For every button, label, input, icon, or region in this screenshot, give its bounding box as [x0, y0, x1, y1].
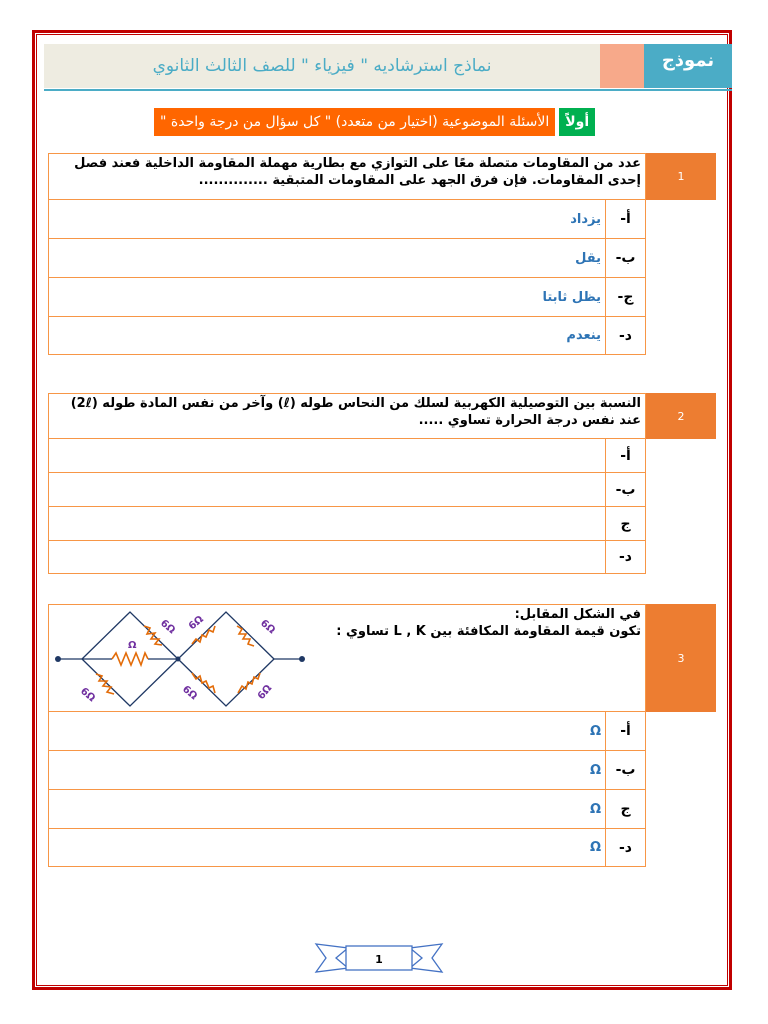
question-3-line1: في الشكل المقابل: [514, 607, 641, 622]
option-label: ج- [605, 278, 645, 316]
question-3-option-b[interactable] [48, 751, 646, 790]
question-2-option-a[interactable] [48, 439, 646, 473]
option-label: د- [605, 829, 645, 866]
question-2-option-b[interactable] [48, 473, 646, 507]
option-value: Ω [589, 762, 601, 778]
question-1-option-a[interactable] [48, 200, 646, 239]
question-2-option-d[interactable] [48, 541, 646, 574]
header-divider [44, 89, 732, 91]
resistor-label: 6Ω [186, 613, 206, 633]
option-value: Ω [589, 840, 601, 855]
option-label: ب- [605, 751, 645, 789]
page-header [44, 44, 732, 88]
option-value: يقل [575, 250, 601, 266]
question-3-option-a[interactable] [48, 712, 646, 751]
option-label: ج [605, 790, 645, 828]
option-label: ب- [605, 473, 645, 506]
question-1-option-c[interactable] [48, 278, 646, 317]
question-2-option-c[interactable] [48, 507, 646, 541]
header-title: نماذج استرشاديه " فيزياء " للصف الثالث الثانوي [44, 44, 600, 88]
option-label: أ- [605, 439, 645, 472]
option-value: Ω [589, 801, 601, 817]
section-number: أولاً [559, 108, 595, 136]
option-value: ينعدم [566, 328, 601, 343]
section-heading [154, 108, 595, 136]
circuit-diagram [52, 606, 312, 710]
resistor-label: 6Ω [255, 683, 275, 702]
resistor-label: 6Ω [158, 617, 177, 637]
option-label: د- [605, 317, 645, 354]
question-2-text: النسبة بين التوصيلية الكهربية لسلك من النحاس طوله (ℓ) وآخر من نفس المادة طوله (2ℓ) عند نفس درجة الحرارة تساوي ..... [48, 393, 646, 439]
question-3-number: 3 [646, 604, 716, 712]
resistor-label: 6Ω [180, 683, 199, 703]
page-number-ribbon [314, 940, 444, 976]
resistor-label: 6Ω [78, 685, 97, 705]
header-badge: نموذج [644, 44, 732, 88]
resistor-label: 6Ω [258, 617, 277, 637]
option-value: Ω [589, 723, 601, 739]
option-label: ج [605, 507, 645, 540]
option-value: يظل ثابتا [542, 289, 601, 305]
section-title: الأسئلة الموضوعية (اختيار من متعدد) " كل سؤال من درجة واحدة " [154, 108, 555, 136]
header-accent-block [600, 44, 644, 88]
option-label: أ- [605, 712, 645, 750]
option-label: د- [605, 541, 645, 573]
page-number: 1 [375, 953, 383, 966]
question-3-option-d[interactable] [48, 829, 646, 867]
option-value: يزداد [570, 211, 601, 227]
question-3-option-c[interactable] [48, 790, 646, 829]
question-1-text: عدد من المقاومات متصلة معًا على التوازي مع بطارية مهملة المقاومة الداخلية فعند فصل إحدى المقاومات. فإن فرق الجهد على المقاومات المتبقية .............. [48, 153, 646, 200]
option-label: أ- [605, 200, 645, 238]
option-label: ب- [605, 239, 645, 277]
question-1-option-b[interactable] [48, 239, 646, 278]
question-1-number: 1 [646, 153, 716, 200]
resistor-label: Ω [128, 640, 137, 651]
question-2-number: 2 [646, 393, 716, 439]
question-3-line2: تكون قيمة المقاومة المكافئة بين L , K تساوي : [336, 624, 641, 639]
question-1-option-d[interactable] [48, 317, 646, 355]
